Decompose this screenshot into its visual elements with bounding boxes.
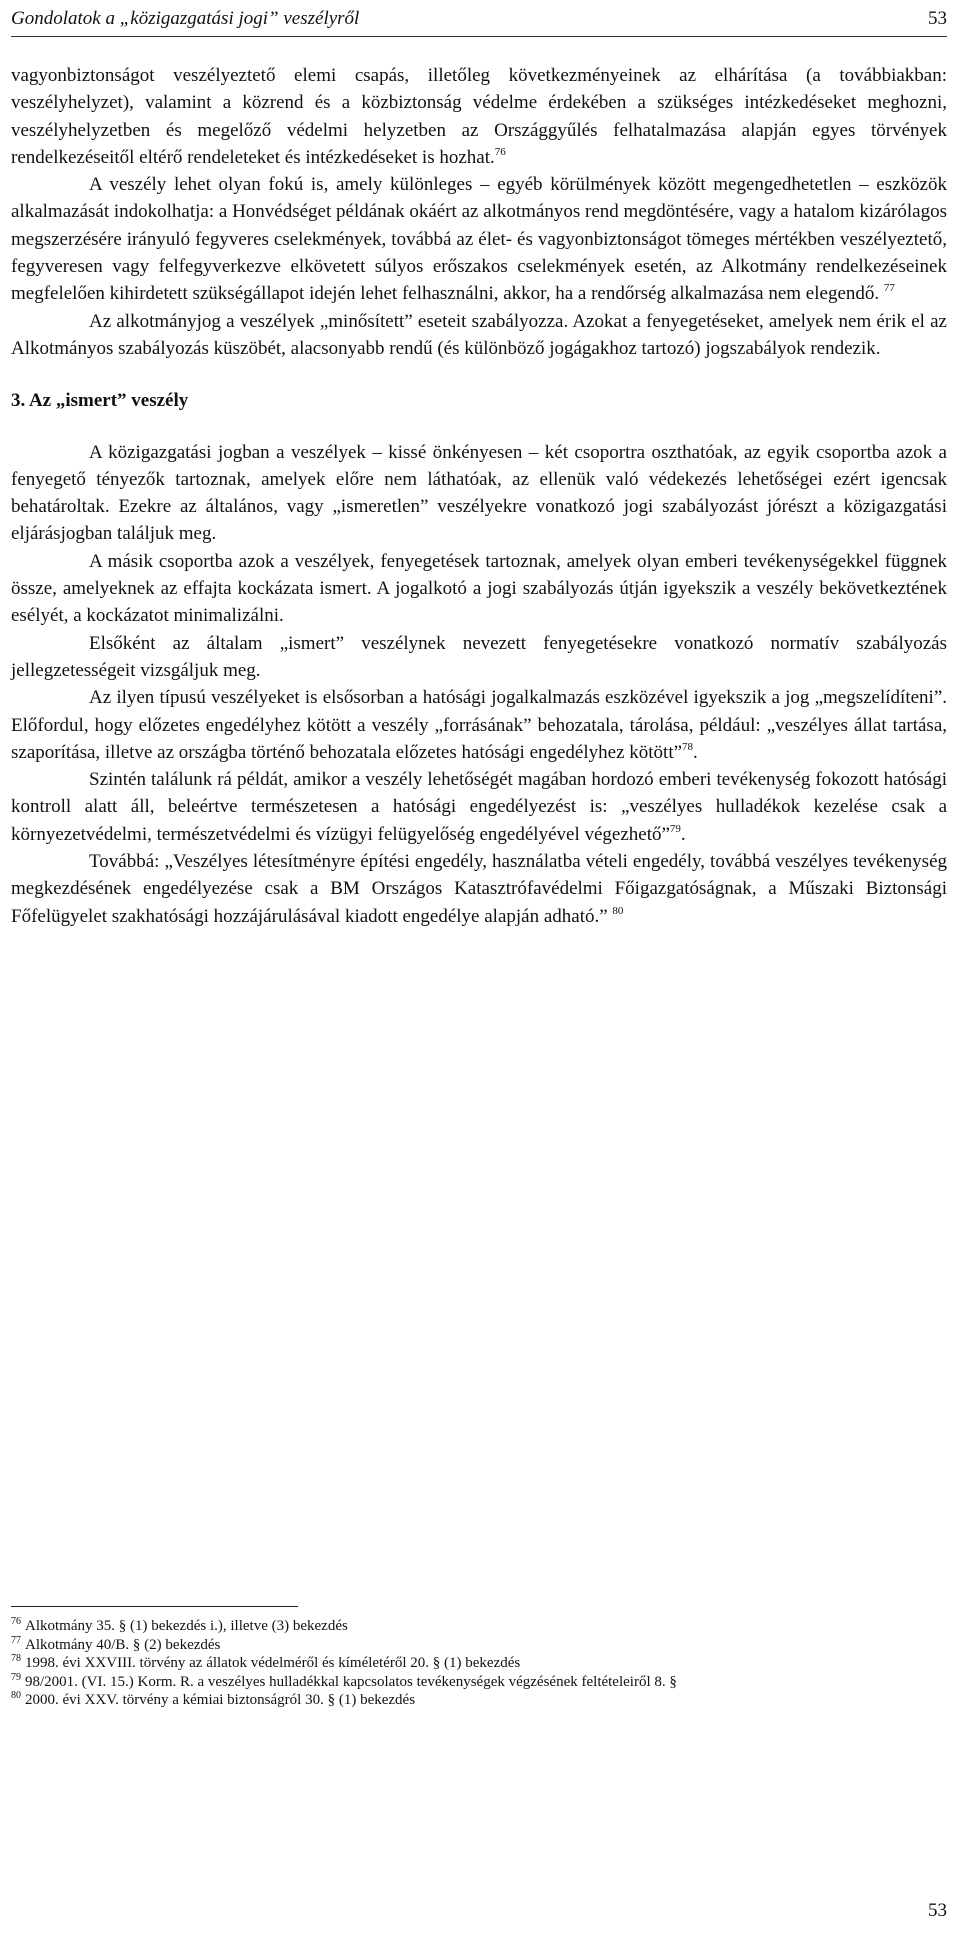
paragraph-2-text: A veszély lehet olyan fokú is, amely különleges – egyéb körülmények között megengedhetetlen – eszközök alkalmazását indokolhatja: a Honvédséget példának okáért az alkotmányos rend megdöntésére, vagy a hatalom kizárólagos megszerzésére irányuló fegyveres cselekmények, továbbá az élet- és vagyonbiztonságot tömeges mértékben veszélyeztető, fegyveresen vagy felfegyverkezve elkövetett súlyos erőszakos cselekmények esetén, az Alkotmány rendelkezéseinek megfelelően kihirdetett szükségállapot idején lehet felhasználni, akkor, ha a rendőrség alkalmazása nem elegendő. — [11, 174, 947, 305]
footnote-text: Alkotmány 35. § (1) bekezdés i.), illetve (3) bekezdés — [25, 1618, 348, 1634]
footer-page-number: 53 — [928, 1900, 947, 1921]
footnote-ref-76[interactable]: 76 — [494, 145, 506, 158]
header-page-number: 53 — [928, 8, 947, 29]
paragraph-3-text: Az alkotmányjog a veszélyek „minősített” eseteit szabályozza. Azokat a fenyegetéseket, amelyek nem érik el az Alkotmányos szabályozás küszöbét, alacsonyabb rendű (és különböző jogágakhoz tartozó) jogszabályok rendezik. — [11, 310, 947, 359]
paragraph-9-text: Továbbá: „Veszélyes létesítményre építési engedély, használatba vételi engedély, továbbá veszélyes tevékenység megkezdésének engedélyezése csak a BM Országos Katasztrófavédelmi Főigazgatóságnak, a Műszaki Biztonsági Főfelügyelet szakhatósági hozzájárulásával kiadott engedélye alapján adható.” — [11, 851, 947, 927]
body-text — [11, 62, 947, 930]
footnote-item — [11, 1691, 947, 1710]
paragraph-8: Szintén találunk rá példát, amikor a veszély lehetőségét magában hordozó emberi tevékenység fokozott hatósági kontroll alatt áll, beleértve természetesen a hatósági engedélyezést is: „veszélyes hulladékok kezelése csak a környezetvédelmi, természetvédelmi és vízügyi felügyelőség engedélyével végezhető”$^{79}$. — [11, 769, 947, 845]
paragraph-6 — [11, 630, 947, 685]
paragraph-3 — [11, 308, 947, 363]
paragraph-1 — [11, 62, 947, 171]
footnote-ref-77[interactable]: 77 — [883, 282, 895, 295]
footnote-item — [11, 1636, 947, 1655]
paragraph-1-text: vagyonbiztonságot veszélyeztető elemi csapás, illetőleg következményeinek az elhárítása (a továbbiakban: veszélyhelyzet), valamint a közrend és a közbiztonság védelme érdekében a szükséges intézkedéseket meghozni, veszélyhelyzetben és megelőző védelmi helyzetben az Országgyűlés felhatalmazása alapján egyes törvények rendelkezéseitől eltérő rendeleteket és intézkedéseket is hozhat. — [11, 65, 947, 168]
section-heading: 3. Az „ismert” veszély — [11, 390, 189, 412]
page-header — [11, 8, 947, 34]
footnotes — [11, 1606, 947, 1710]
footnote-number: 76 — [11, 1616, 21, 1627]
paragraph-8-text: Szintén találunk rá példát, amikor a veszély lehetőségét magában hordozó emberi tevékenység fokozott hatósági kontroll alatt áll, beleértve természetesen a hatósági engedélyezést is: „veszélyes hulladékok kezelése csak a környezetvédelmi, természetvédelmi és vízügyi felügyelőség engedélyével végezhető” — [11, 769, 947, 845]
footnote-item — [11, 1617, 947, 1636]
footnote-number: 78 — [11, 1653, 21, 1664]
footnote-item — [11, 1673, 947, 1692]
footnote-ref-78[interactable]: 78 — [682, 740, 694, 753]
footnote-text: 1998. évi XXVIII. törvény az állatok védelméről és kíméletéről 20. § (1) bekezdés — [25, 1655, 521, 1671]
paragraph-7-text: Az ilyen típusú veszélyeket is elsősorban a hatósági jogalkalmazás eszközével igyekszik a jog „megszelídíteni”. Előfordul, hogy előzetes engedélyhez kötött a veszély „forrásának” behozatala, tárolása, például: „veszélyes állat tartása, szaporítása, illetve az országba történő behozatala előzetes hatósági engedélyhez kötött” — [11, 687, 947, 763]
footnote-ref-79[interactable]: 79 — [669, 822, 681, 835]
footnote-item — [11, 1654, 947, 1673]
paragraph-5-text: A másik csoportba azok a veszélyek, fenyegetések tartoznak, amelyek olyan emberi tevékenységekkel függnek össze, amelyeknek az effajta kockázata ismert. A jogalkotó a jogi szabályozás útján igyekszik a veszély bekövetkeztének esélyét, a kockázatot minimalizálni. — [11, 550, 947, 627]
paragraph-5 — [11, 548, 947, 630]
footnote-number: 80 — [11, 1690, 21, 1701]
footnote-rule — [11, 1606, 298, 1607]
footnote-number: 77 — [11, 1634, 21, 1646]
running-title: Gondolatok a „közigazgatási jogi” veszélyről — [11, 8, 360, 29]
paragraph-4 — [11, 439, 947, 548]
paragraph-9 — [11, 848, 947, 930]
footnote-text: 2000. évi XXV. törvény a kémiai biztonságról 30. § (1) bekezdés — [25, 1692, 416, 1708]
header-rule — [11, 36, 947, 37]
footnote-text: Alkotmány 40/B. § (2) bekezdés — [25, 1636, 221, 1653]
paragraph-2 — [11, 171, 947, 307]
footnote-ref-80[interactable]: 80 — [612, 904, 624, 917]
footnote-text: 98/2001. (VI. 15.) Korm. R. a veszélyes hulladékkal kapcsolatos tevékenységek végzésének feltételeiről 8. § — [25, 1673, 677, 1690]
paragraph-7: Az ilyen típusú veszélyeket is elsősorban a hatósági jogalkalmazás eszközével igyekszik a jog „megszelídíteni”. Előfordul, hogy előzetes engedélyhez kötött a veszély „forrásának” behozatala, tárolása, például: „veszélyes állat tartása, szaporítása, illetve az országba történő behozatala előzetes hatósági engedélyhez kötött”$^{78}$. — [11, 687, 947, 763]
footnote-number: 79 — [11, 1671, 21, 1683]
paragraph-4-text: A közigazgatási jogban a veszélyek – kissé önkényesen – két csoportra oszthatóak, az egyik csoportba azok a fenyegető tényezők tartoznak, amelyek előre nem láthatóak, az ellenük való védekezés lehetőségei ezért igencsak behatároltak. Ezekre az általános, vagy „ismeretlen” veszélyekre vonatkozó jogi szabályozást jórészt a közigazgatási eljárásjogban találjuk meg. — [11, 441, 947, 545]
paragraph-6-text: Elsőként az általam „ismert” veszélynek nevezett fenyegetésekre vonatkozó normatív szabályozás jellegzetességeit vizsgáljuk meg. — [11, 632, 947, 681]
